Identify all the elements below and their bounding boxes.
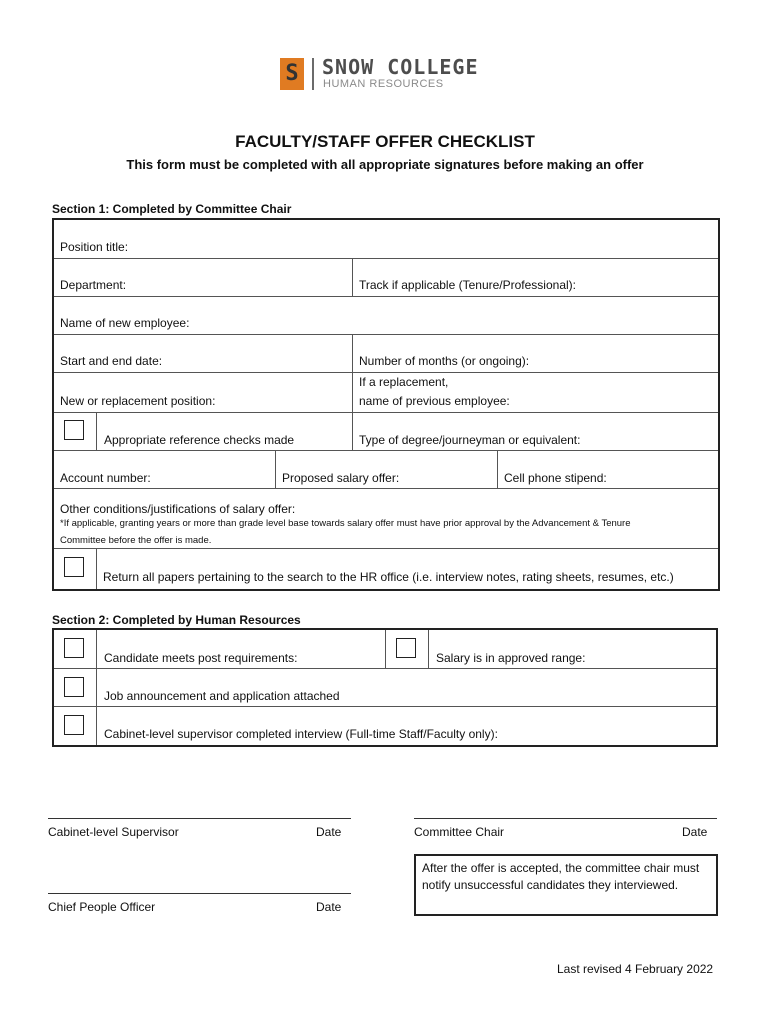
other-conditions-label: Other conditions/justifications of salary offer:	[60, 502, 296, 516]
row-divider	[54, 488, 718, 489]
col-divider	[385, 630, 386, 668]
cell-stipend-label: Cell phone stipend:	[504, 471, 607, 485]
row-divider	[54, 668, 716, 669]
start-end-date-label: Start and end date:	[60, 354, 163, 368]
row-divider	[54, 450, 718, 451]
position-title-label: Position title:	[60, 240, 129, 254]
salary-offer-label: Proposed salary offer:	[282, 471, 400, 485]
col-divider	[352, 258, 353, 296]
col-divider	[96, 412, 97, 450]
row-divider	[54, 548, 718, 549]
col-divider	[352, 334, 353, 450]
col-divider	[428, 630, 429, 668]
committee-chair-signature-line[interactable]	[414, 818, 717, 819]
committee-chair-label: Committee Chair	[414, 825, 505, 839]
replacement-label-line1: If a replacement,	[359, 375, 449, 389]
cabinet-supervisor-signature-line[interactable]	[48, 818, 351, 819]
job-announcement-label: Job announcement and application attached	[104, 689, 340, 703]
col-divider	[96, 630, 97, 745]
chief-people-officer-label: Chief People Officer	[48, 900, 156, 914]
new-replacement-label: New or replacement position:	[60, 394, 216, 408]
department-label: Department:	[60, 278, 127, 292]
snow-college-logo-icon	[280, 58, 304, 90]
salary-range-label: Salary is in approved range:	[436, 651, 586, 665]
replacement-label-line2: name of previous employee:	[359, 394, 510, 408]
logo-name: SNOW COLLEGE	[322, 55, 479, 79]
row-divider	[54, 412, 718, 413]
row-divider	[54, 372, 718, 373]
degree-label: Type of degree/journeyman or equivalent:	[359, 433, 581, 447]
cabinet-supervisor-date-label: Date	[316, 825, 342, 839]
section1-heading: Section 1: Completed by Committee Chair	[52, 202, 292, 216]
row-divider	[54, 706, 716, 707]
last-revised: Last revised 4 February 2022	[557, 962, 714, 976]
col-divider	[96, 548, 97, 589]
reference-checks-checkbox[interactable]	[64, 420, 84, 440]
reference-checks-label: Appropriate reference checks made	[104, 433, 295, 447]
cabinet-supervisor-label: Cabinet-level Supervisor	[48, 825, 179, 839]
section2-heading: Section 2: Completed by Human Resources	[52, 613, 301, 627]
job-announcement-checkbox[interactable]	[64, 677, 84, 697]
post-requirements-label: Candidate meets post requirements:	[104, 651, 298, 665]
row-divider	[54, 296, 718, 297]
col-divider	[275, 450, 276, 488]
logo-divider	[312, 58, 314, 90]
form-subtitle: This form must be completed with all appropriate signatures before making an offer	[126, 157, 644, 172]
logo-subtitle: HUMAN RESOURCES	[323, 78, 444, 90]
chief-people-officer-signature-line[interactable]	[48, 893, 351, 894]
row-divider	[54, 334, 718, 335]
cabinet-interview-label: Cabinet-level supervisor completed interview (Full-time Staff/Faculty only):	[104, 727, 498, 741]
months-label: Number of months (or ongoing):	[359, 354, 530, 368]
salary-range-checkbox[interactable]	[396, 638, 416, 658]
post-requirements-checkbox[interactable]	[64, 638, 84, 658]
approval-note-line2: Committee before the offer is made.	[60, 535, 212, 546]
committee-chair-date-label: Date	[682, 825, 708, 839]
new-employee-label: Name of new employee:	[60, 316, 190, 330]
notify-candidates-note: After the offer is accepted, the committee chair must notify unsuccessful candidates they interviewed.	[414, 854, 718, 916]
return-papers-label: Return all papers pertaining to the search to the HR office (i.e. interview notes, rating sheets, resumes, etc.)	[103, 570, 674, 584]
cabinet-interview-checkbox[interactable]	[64, 715, 84, 735]
chief-people-officer-date-label: Date	[316, 900, 342, 914]
col-divider	[497, 450, 498, 488]
row-divider	[54, 258, 718, 259]
approval-note-line1: *If applicable, granting years or more than grade level base towards salary offer must have prior approval by the Advancement & Tenure	[60, 518, 631, 529]
account-number-label: Account number:	[60, 471, 151, 485]
form-title: FACULTY/STAFF OFFER CHECKLIST	[235, 132, 535, 151]
track-label: Track if applicable (Tenure/Professional):	[359, 278, 576, 292]
return-papers-checkbox[interactable]	[64, 557, 84, 577]
